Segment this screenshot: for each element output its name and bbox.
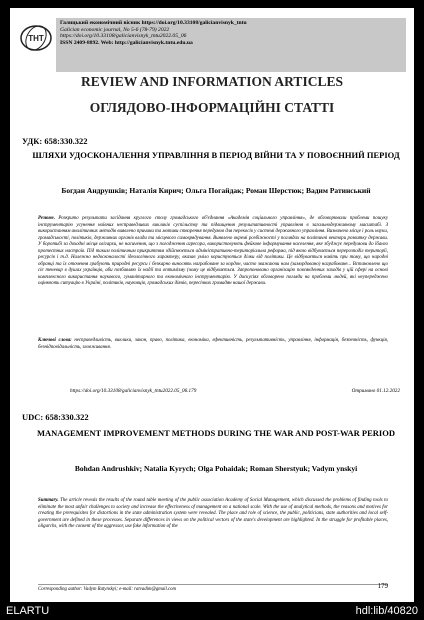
udc-uk: УДК: 658:330.322 xyxy=(22,136,88,146)
abstract-label-en: Summary. xyxy=(38,498,59,503)
abstract-text-en: The article reveals the results of the round table meeting of the public association Academy of Social Management, which discussed the problems of finding tools to eliminate the most unfair challenges to society and increase the effectiveness of management on a national scale. With the use of analytical methods, the reasons and motives for creating the prerequisites for distortions in the state administration system were revealed. The place and role of science, the public, politicians, state authorities and local self-government are defined in these processes. Separate differences in views on the political vectors of the state's development are highlighted. In the struggle for profitable places, oligarchs, with the consent of the aggressor, use fake information of the xyxy=(38,498,388,530)
journal-header-line2: Galician economic journal, No 5-6 (78-79) 2022 xyxy=(60,26,170,33)
journal-header-line4: ISSN 2409-8892. Web: http://galicianvisnyk.tntu.edu.ua xyxy=(60,39,193,46)
abstract-text-uk: Розкрито результати засідання круглого столу громадського об'єднання «Академія соціального управління», де обговорювали проблеми пошуку інструментарію усунення наївних несправедливих викликів суспільству та підвищення результативності управління в загальнодержавному масштабі. З використанням аналітичних методів виявлено причини та мотиви створення передумов для перекосів у системі державного управління. Визначено місце і роль науки, громадськості, політиків, державних органів влади та місцевого самоврядування. Виявлено окремі розбіжності у поглядах на політичні вектори розвитку держави. У боротьбі за доходні місця олігархи, не насичення, що з погодження агресора, використовують фейкове інформування населення, яке збуджує передумови до їбанго протестних настроїв. Під таким політичним прикриттям здійснюється адміністративно-територіальна реформа, під якою відбувається перерозподіл території, ресурсів і т.д. Належно недосконалості ідеологічного характеру, вказав уміло користуються ділки від політики. Це відбувається навіть при тому, що народні обранці та їх оточення грабують природні ресурси і безкарно виносять награбоване за кордон, часто зважаючи нам (замордовано) награбоване... Встановлено що сіє теневир в душах українців, аби позбавляю їх надії та оптимізму (чому це відбувається. Запропоновано організацію повсякденних заходів у цій сфері на основі комплексного використання наукового, гуманітарного та економічного інструментарію. У дискусіях обговорено погляди на проблеми людей, які неупереджено оцінюють ситуацію в Україні, політиків, науковців, громадських діячів, пересічних громадян нашої держави. xyxy=(38,216,388,287)
section-title-uk: ОГЛЯДОВО-ІНФОРМАЦІЙНІ СТАТТІ xyxy=(89,100,335,115)
section-title-en: REVIEW AND INFORMATION ARTICLES xyxy=(81,74,343,89)
keywords-uk xyxy=(38,338,388,351)
page-footer xyxy=(38,584,388,592)
handle-id: hdl:lib/40820 xyxy=(355,605,418,617)
journal-header-line1: Галицький економічний вісник https://doi.org/10.33108/galicianvisnyk_tntu xyxy=(60,20,247,26)
journal-header xyxy=(56,18,406,72)
keywords-text-uk: несправедливість, виклики, закон, право, політика, економіка, ефективність, результативність, управління, інформація, безпечність, функція, безнідповідальність, зловживання. xyxy=(38,338,388,350)
abstract-en xyxy=(38,498,388,531)
authors-en: Bohdan Andrushkiv; Natalia Kyrych; Olga Pohaidak; Roman Sherstyuk; Vadym ynskyi xyxy=(74,464,358,473)
logo-text: ТНТ xyxy=(28,34,44,43)
viewer-bottom-bar xyxy=(0,602,424,620)
keywords-label-uk: Ключові слова: xyxy=(38,338,72,343)
doi-link[interactable]: https://doi.org/10.33108/galicianvisnyk_tntu2022.05_06.179 xyxy=(70,388,197,394)
journal-header-line3: https://doi.org/10.33108/galicianvisnyk_tntu2022.05_06 xyxy=(60,33,187,40)
article-title-uk: ШЛЯХИ УДОСКОНАЛЕННЯ УПРАВЛІННЯ В ПЕРІОД ВІЙНИ ТА У ПОВОЄННИЙ ПЕРІОД xyxy=(32,150,400,160)
abstract-uk xyxy=(38,216,388,288)
article-title-en: MANAGEMENT IMPROVEMENT METHODS DURING THE WAR AND POST-WAR PERIOD xyxy=(37,428,395,438)
authors-uk: Богдан Андрушків; Наталія Кирич; Ольга Погайдак; Роман Шерстюк; Вадим Ратинський xyxy=(61,186,371,195)
abstract-label-uk: Резюме. xyxy=(38,216,55,221)
repository-name: ELARTU xyxy=(6,605,50,617)
udc-en: UDC: 658:330.322 xyxy=(22,412,89,422)
document-page xyxy=(10,8,414,602)
doi-line xyxy=(70,388,400,394)
page-number: 179 xyxy=(377,582,388,590)
university-logo-icon xyxy=(20,22,52,54)
received-date: Отримано 01.12.2022 xyxy=(351,388,400,394)
corresponding-author: Corresponding author: Vadym Ratynskyi; e-mail: ratvadim@gmail.com xyxy=(38,587,176,592)
